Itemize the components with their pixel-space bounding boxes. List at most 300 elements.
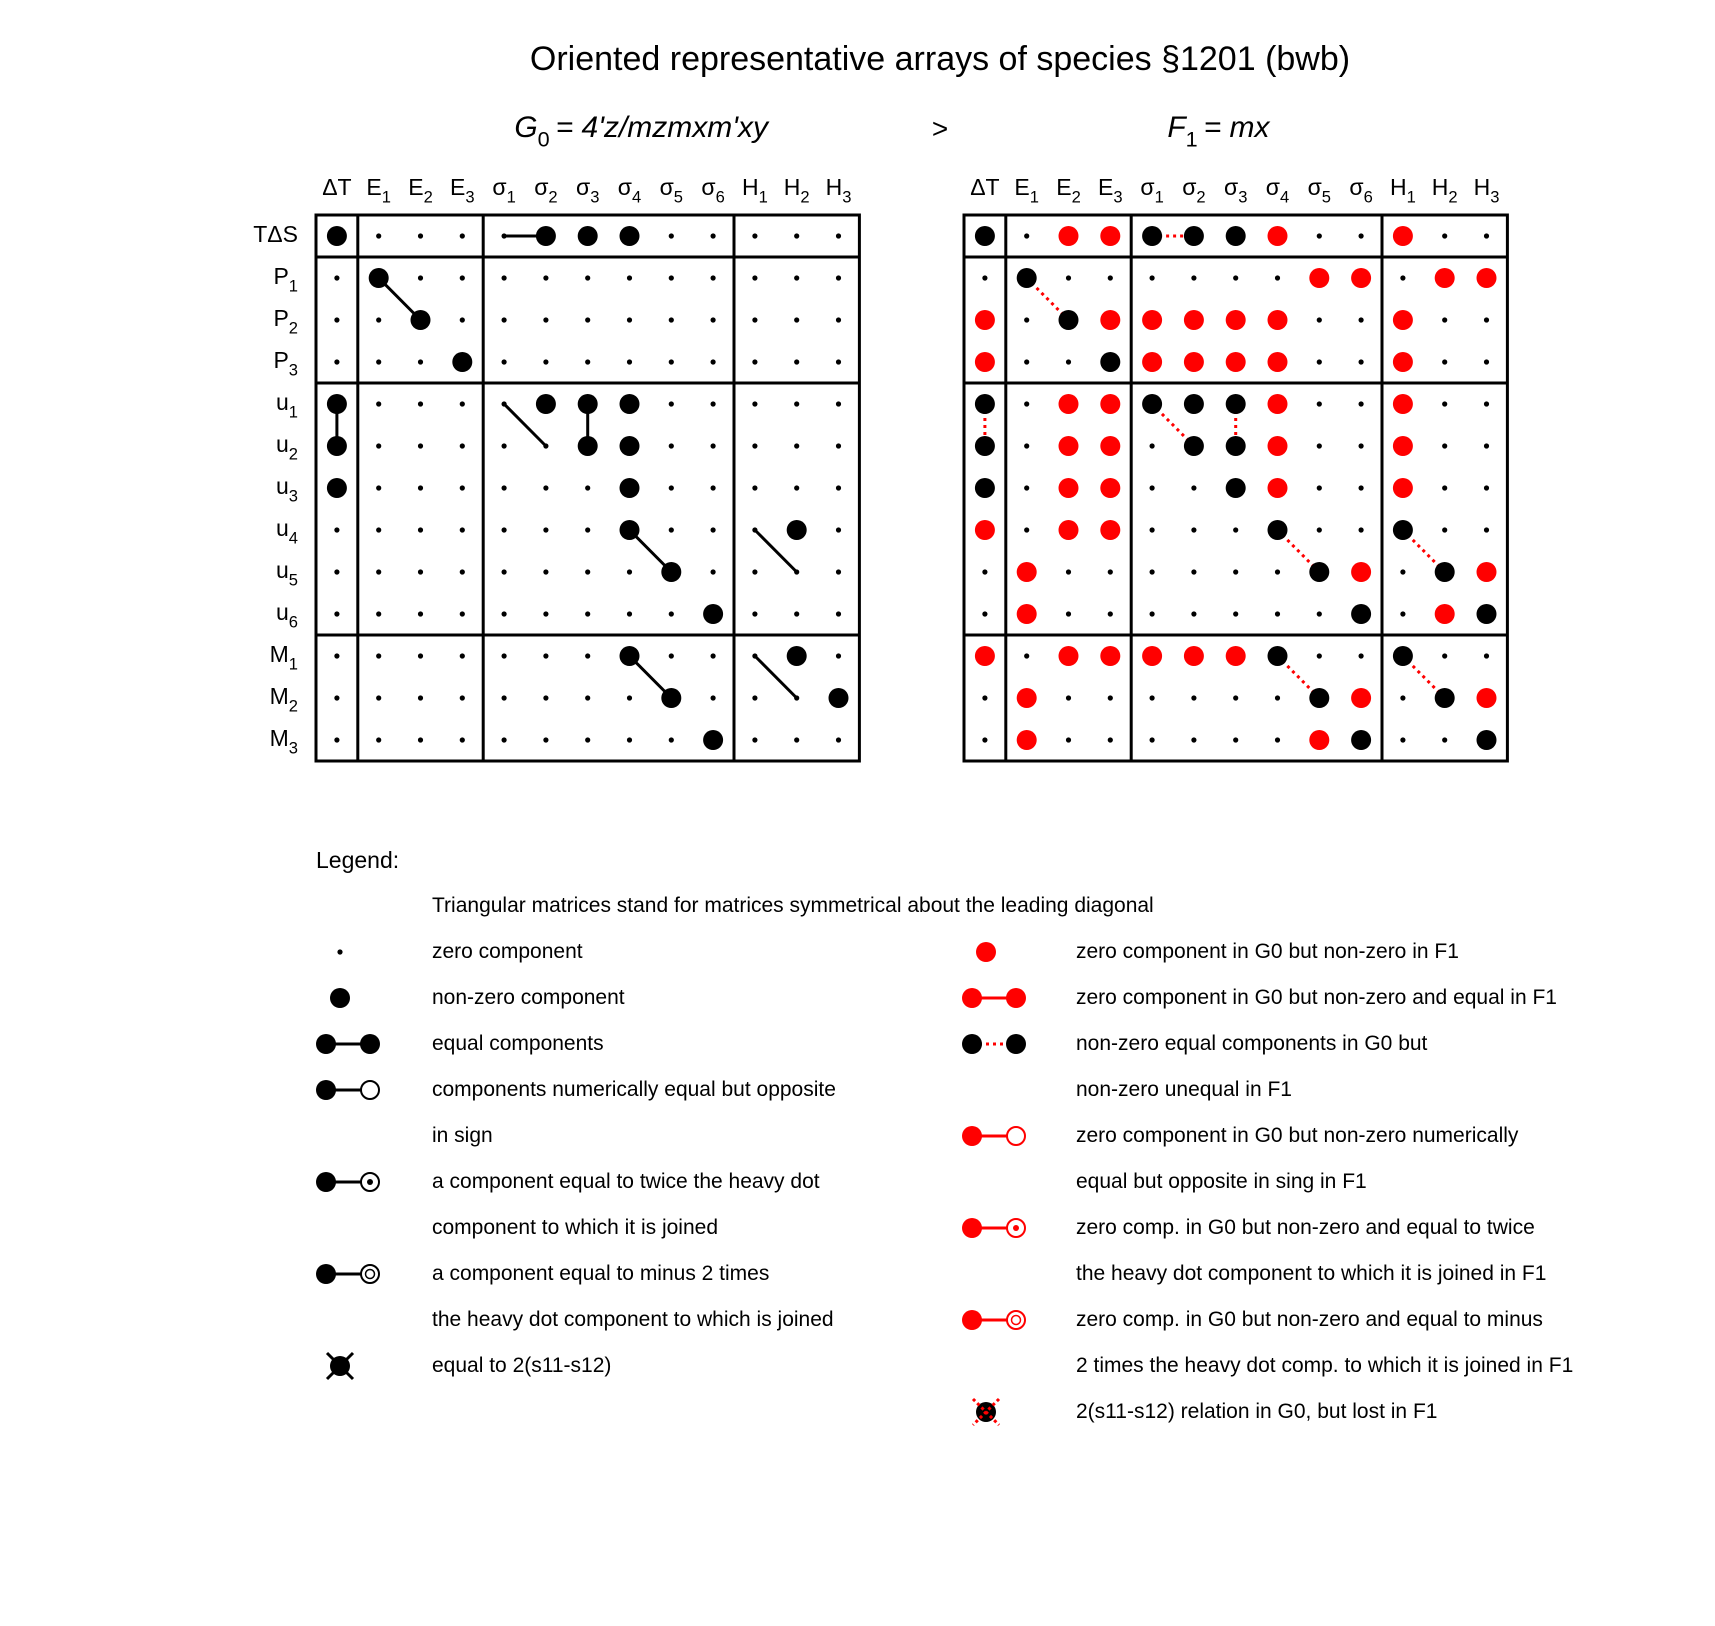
zero-component xyxy=(982,569,987,574)
red-component xyxy=(1100,436,1120,456)
column-header: $E_1$ xyxy=(366,174,391,207)
column-header: $\sigma_6$ xyxy=(701,174,725,207)
zero-component xyxy=(1442,653,1447,658)
column-header: $\sigma_3$ xyxy=(575,174,600,207)
zero-component xyxy=(752,611,757,616)
nonzero-component xyxy=(1184,394,1204,414)
nonzero-component xyxy=(975,478,995,498)
zero-component xyxy=(418,611,423,616)
red-component xyxy=(1142,352,1162,372)
zero-component xyxy=(1359,527,1364,532)
zero-component xyxy=(669,527,674,532)
column-header: $\sigma_4$ xyxy=(1265,174,1290,207)
nonzero-component xyxy=(327,478,347,498)
nonzero-component xyxy=(1435,688,1455,708)
zero-component xyxy=(836,485,841,490)
red-component xyxy=(1017,730,1037,750)
zero-component xyxy=(1400,275,1405,280)
red-component xyxy=(1184,352,1204,372)
zero-component xyxy=(1191,611,1196,616)
red-component xyxy=(1017,604,1037,624)
zero-component xyxy=(794,401,799,406)
zero-component xyxy=(1024,233,1029,238)
zero-component xyxy=(1191,569,1196,574)
zero-component xyxy=(627,569,632,574)
zero-component xyxy=(1400,569,1405,574)
zero-component xyxy=(376,443,381,448)
zero-component xyxy=(1108,611,1113,616)
zero-component xyxy=(418,527,423,532)
nonzero-component xyxy=(1184,436,1204,456)
zero-component xyxy=(1275,275,1280,280)
zero-component xyxy=(376,737,381,742)
zero-component xyxy=(627,317,632,322)
column-header: $E_1$ xyxy=(1014,174,1039,207)
row-header: TΔS xyxy=(253,221,298,247)
zero-component xyxy=(1317,401,1322,406)
nonzero-component xyxy=(1142,394,1162,414)
legend-item-label: 2 times the heavy dot comp. to which it is joined in F1 xyxy=(1076,1354,1574,1377)
zero-component xyxy=(752,527,757,532)
nonzero-component xyxy=(787,520,807,540)
zero-component xyxy=(1150,569,1155,574)
zero-component xyxy=(982,695,987,700)
red-component xyxy=(1393,436,1413,456)
zero-component xyxy=(502,611,507,616)
zero-component xyxy=(1442,359,1447,364)
cross-dot-symbol xyxy=(327,1353,353,1379)
zero-component xyxy=(334,737,339,742)
column-header: $E_3$ xyxy=(1098,174,1123,207)
row-header: $u_5$ xyxy=(276,557,298,590)
pair-open-symbol xyxy=(316,1080,379,1100)
diagram-title: Oriented representative arrays of species §1201 (bwb) xyxy=(529,40,1351,78)
legend-item-label: the heavy dot component to which is joined xyxy=(432,1308,834,1331)
legend-item-label: zero component in G0 but non-zero in F1 xyxy=(1076,940,1459,963)
nonzero-component xyxy=(1226,478,1246,498)
zero-component xyxy=(1484,233,1489,238)
zero-component xyxy=(1484,401,1489,406)
row-header: $P_1$ xyxy=(273,263,298,296)
zero-component xyxy=(711,569,716,574)
red-component xyxy=(1142,646,1162,666)
zero-component xyxy=(752,443,757,448)
zero-component xyxy=(627,359,632,364)
legend-item-label: in sign xyxy=(432,1124,493,1147)
zero-component xyxy=(711,401,716,406)
nonzero-component xyxy=(1226,436,1246,456)
red-component xyxy=(1351,562,1371,582)
nonzero-component xyxy=(703,730,723,750)
zero-component xyxy=(1233,569,1238,574)
zero-component xyxy=(669,233,674,238)
zero-component xyxy=(1442,401,1447,406)
zero-component xyxy=(1275,737,1280,742)
zero-component xyxy=(836,527,841,532)
zero-component xyxy=(460,443,465,448)
zero-component xyxy=(376,317,381,322)
nonzero-component xyxy=(829,688,849,708)
red-component xyxy=(1059,520,1079,540)
zero-component xyxy=(460,737,465,742)
zero-component xyxy=(1191,275,1196,280)
zero-component xyxy=(543,737,548,742)
zero-component xyxy=(794,695,799,700)
zero-component xyxy=(460,695,465,700)
zero-component xyxy=(418,443,423,448)
zero-component xyxy=(502,737,507,742)
nonzero-component xyxy=(1100,352,1120,372)
zero-component xyxy=(1024,653,1029,658)
nonzero-component xyxy=(1017,268,1037,288)
zero-component xyxy=(1150,611,1155,616)
black-pair-dotted-symbol xyxy=(962,1034,1026,1054)
red-component xyxy=(1226,352,1246,372)
zero-component xyxy=(1484,485,1489,490)
red-component xyxy=(1435,268,1455,288)
zero-component xyxy=(585,359,590,364)
zero-component xyxy=(1191,485,1196,490)
zero-component xyxy=(752,653,757,658)
red-component xyxy=(1393,310,1413,330)
legend-note: Triangular matrices stand for matrices symmetrical about the leading diagonal xyxy=(432,894,1154,917)
small-dot-symbol xyxy=(337,949,342,954)
row-header: $P_3$ xyxy=(273,347,298,380)
zero-component xyxy=(836,275,841,280)
red-dot-symbol xyxy=(976,942,996,962)
zero-component xyxy=(502,317,507,322)
red-component xyxy=(1059,394,1079,414)
red-component xyxy=(1351,688,1371,708)
red-component xyxy=(1268,226,1288,246)
nonzero-component xyxy=(1309,688,1329,708)
zero-component xyxy=(502,485,507,490)
nonzero-component xyxy=(327,226,347,246)
zero-component xyxy=(836,653,841,658)
red-component xyxy=(1268,394,1288,414)
zero-component xyxy=(543,653,548,658)
red-component xyxy=(1100,394,1120,414)
zero-component xyxy=(1317,443,1322,448)
zero-component xyxy=(1108,737,1113,742)
zero-component xyxy=(1233,695,1238,700)
zero-component xyxy=(502,527,507,532)
zero-component xyxy=(585,611,590,616)
zero-component xyxy=(1108,569,1113,574)
zero-component xyxy=(585,737,590,742)
zero-component xyxy=(669,653,674,658)
zero-component xyxy=(1442,485,1447,490)
nonzero-component xyxy=(1268,520,1288,540)
zero-component xyxy=(1484,443,1489,448)
zero-component xyxy=(418,695,423,700)
column-header: $\sigma_2$ xyxy=(534,174,558,207)
zero-component xyxy=(752,485,757,490)
zero-component xyxy=(752,569,757,574)
zero-component xyxy=(794,611,799,616)
zero-component xyxy=(627,695,632,700)
legend-item-label: components numerically equal but opposite xyxy=(432,1078,836,1101)
row-header: $u_3$ xyxy=(276,473,298,506)
nonzero-component xyxy=(1477,604,1497,624)
zero-component xyxy=(1442,527,1447,532)
red-component xyxy=(1477,688,1497,708)
nonzero-component xyxy=(620,394,640,414)
matrix-f1 xyxy=(964,111,1507,761)
zero-component xyxy=(334,317,339,322)
zero-component xyxy=(334,275,339,280)
zero-component xyxy=(1359,485,1364,490)
nonzero-component xyxy=(1184,226,1204,246)
legend-item-label: component to which it is joined xyxy=(432,1216,718,1239)
zero-component xyxy=(1066,737,1071,742)
group-formula: = mx xyxy=(1203,111,1270,144)
red-component xyxy=(1309,268,1329,288)
red-component xyxy=(1435,604,1455,624)
zero-component xyxy=(1066,359,1071,364)
zero-component xyxy=(1317,653,1322,658)
legend xyxy=(316,847,1573,1425)
column-header: $H_2$ xyxy=(783,174,810,207)
zero-component xyxy=(627,275,632,280)
zero-component xyxy=(1275,611,1280,616)
zero-component xyxy=(1275,695,1280,700)
zero-component xyxy=(1150,527,1155,532)
zero-component xyxy=(1359,443,1364,448)
nonzero-component xyxy=(1351,730,1371,750)
zero-component xyxy=(711,485,716,490)
zero-component xyxy=(1275,569,1280,574)
red-component xyxy=(1393,352,1413,372)
matrix-g0 xyxy=(253,111,859,761)
zero-component xyxy=(543,359,548,364)
nonzero-component xyxy=(1309,562,1329,582)
zero-component xyxy=(711,527,716,532)
zero-component xyxy=(376,233,381,238)
zero-component xyxy=(982,737,987,742)
zero-component xyxy=(418,233,423,238)
red-component xyxy=(1142,310,1162,330)
legend-heading: Legend: xyxy=(316,847,400,873)
zero-component xyxy=(752,737,757,742)
legend-item-label: the heavy dot component to which it is joined in F1 xyxy=(1076,1262,1547,1285)
column-header: $H_1$ xyxy=(1389,174,1416,207)
column-header: ΔT xyxy=(322,174,352,200)
zero-component xyxy=(502,653,507,658)
zero-component xyxy=(1233,737,1238,742)
nonzero-component xyxy=(1393,520,1413,540)
zero-component xyxy=(669,275,674,280)
red-component xyxy=(1309,730,1329,750)
relation-symbol: > xyxy=(931,113,949,144)
nonzero-component xyxy=(1351,604,1371,624)
zero-component xyxy=(794,485,799,490)
zero-component xyxy=(1400,737,1405,742)
red-component xyxy=(1477,562,1497,582)
zero-component xyxy=(752,233,757,238)
zero-component xyxy=(1066,611,1071,616)
row-header: $u_6$ xyxy=(276,599,298,632)
zero-component xyxy=(585,317,590,322)
zero-component xyxy=(1359,401,1364,406)
row-header: $u_4$ xyxy=(276,515,298,548)
zero-component xyxy=(376,611,381,616)
group-symbol: $G_0$ xyxy=(514,111,550,152)
column-header: $E_2$ xyxy=(1056,174,1081,207)
zero-component xyxy=(836,611,841,616)
red-component xyxy=(1059,436,1079,456)
column-header: $\sigma_4$ xyxy=(617,174,642,207)
row-header: $u_1$ xyxy=(276,389,298,422)
column-header: $\sigma_1$ xyxy=(1140,174,1164,207)
zero-component xyxy=(627,737,632,742)
nonzero-component xyxy=(975,394,995,414)
zero-component xyxy=(418,653,423,658)
column-header: $E_2$ xyxy=(408,174,433,207)
nonzero-component xyxy=(787,646,807,666)
zero-component xyxy=(502,443,507,448)
nonzero-component xyxy=(975,226,995,246)
zero-component xyxy=(460,569,465,574)
legend-item-label: a component equal to minus 2 times xyxy=(432,1262,770,1285)
zero-component xyxy=(982,611,987,616)
nonzero-component xyxy=(327,394,347,414)
zero-component xyxy=(1066,275,1071,280)
column-header: $\sigma_3$ xyxy=(1223,174,1248,207)
zero-component xyxy=(585,485,590,490)
nonzero-component xyxy=(327,436,347,456)
red-component xyxy=(1059,478,1079,498)
red-component xyxy=(1059,646,1079,666)
zero-component xyxy=(1317,317,1322,322)
zero-component xyxy=(752,359,757,364)
zero-component xyxy=(1442,737,1447,742)
zero-component xyxy=(502,401,507,406)
legend-item-label: a component equal to twice the heavy dot xyxy=(432,1170,820,1193)
zero-component xyxy=(711,317,716,322)
nonzero-component xyxy=(1393,646,1413,666)
zero-component xyxy=(585,695,590,700)
nonzero-component xyxy=(975,436,995,456)
zero-component xyxy=(1191,527,1196,532)
zero-component xyxy=(502,275,507,280)
zero-component xyxy=(1400,695,1405,700)
zero-component xyxy=(669,611,674,616)
legend-item-label: non-zero component xyxy=(432,986,625,1009)
zero-component xyxy=(1484,527,1489,532)
legend-item-label: 2(s11-s12) relation in G0, but lost in F1 xyxy=(1076,1400,1438,1423)
zero-component xyxy=(794,737,799,742)
zero-component xyxy=(836,443,841,448)
zero-component xyxy=(1359,233,1364,238)
nonzero-component xyxy=(661,562,681,582)
zero-component xyxy=(1024,527,1029,532)
nonzero-component xyxy=(620,226,640,246)
red-component xyxy=(1100,646,1120,666)
column-header: $H_2$ xyxy=(1431,174,1458,207)
zero-component xyxy=(543,485,548,490)
zero-component xyxy=(334,527,339,532)
red-pair-open-symbol xyxy=(962,1126,1025,1146)
zero-component xyxy=(376,401,381,406)
legend-item-label: zero component in G0 but non-zero numerically xyxy=(1076,1124,1519,1147)
nonzero-component xyxy=(411,310,431,330)
row-header: $P_2$ xyxy=(273,305,298,338)
zero-component xyxy=(585,275,590,280)
red-pair-dot-center-symbol xyxy=(962,1218,1025,1238)
zero-component xyxy=(1442,317,1447,322)
zero-component xyxy=(1024,401,1029,406)
zero-component xyxy=(794,275,799,280)
column-header: $H_1$ xyxy=(741,174,768,207)
zero-component xyxy=(1233,275,1238,280)
zero-component xyxy=(502,569,507,574)
zero-component xyxy=(669,737,674,742)
zero-component xyxy=(1150,737,1155,742)
zero-component xyxy=(1150,275,1155,280)
nonzero-component xyxy=(536,226,556,246)
zero-component xyxy=(502,359,507,364)
zero-component xyxy=(376,527,381,532)
column-header: $\sigma_1$ xyxy=(492,174,516,207)
red-component xyxy=(1184,646,1204,666)
zero-component xyxy=(334,653,339,658)
legend-item-label: zero comp. in G0 but non-zero and equal to twice xyxy=(1076,1216,1535,1239)
red-component xyxy=(1268,310,1288,330)
column-header: $E_3$ xyxy=(450,174,475,207)
zero-component xyxy=(460,233,465,238)
zero-component xyxy=(1400,611,1405,616)
zero-component xyxy=(1484,317,1489,322)
zero-component xyxy=(1108,275,1113,280)
column-header: $\sigma_6$ xyxy=(1349,174,1373,207)
zero-component xyxy=(669,485,674,490)
zero-component xyxy=(460,317,465,322)
zero-component xyxy=(334,359,339,364)
zero-component xyxy=(752,695,757,700)
legend-item-label: zero component in G0 but non-zero and equal in F1 xyxy=(1076,986,1557,1009)
zero-component xyxy=(1150,695,1155,700)
pair-solid-symbol xyxy=(316,1034,380,1054)
zero-component xyxy=(711,233,716,238)
red-component xyxy=(1226,646,1246,666)
zero-component xyxy=(1233,611,1238,616)
red-component xyxy=(1184,310,1204,330)
zero-component xyxy=(502,695,507,700)
nonzero-component xyxy=(369,268,389,288)
zero-component xyxy=(1150,443,1155,448)
zero-component xyxy=(585,653,590,658)
pair-dot-center-symbol xyxy=(316,1172,379,1192)
legend-item-label: equal but opposite in sing in F1 xyxy=(1076,1170,1367,1193)
row-header: $M_1$ xyxy=(269,641,298,674)
legend-item-label: non-zero equal components in G0 but xyxy=(1076,1032,1428,1055)
zero-component xyxy=(794,569,799,574)
zero-component xyxy=(669,401,674,406)
red-component xyxy=(975,646,995,666)
zero-component xyxy=(1024,485,1029,490)
column-header: $H_3$ xyxy=(1473,174,1500,207)
legend-item-label: non-zero unequal in F1 xyxy=(1076,1078,1292,1101)
zero-component xyxy=(502,233,507,238)
zero-component xyxy=(836,233,841,238)
zero-component xyxy=(669,317,674,322)
zero-component xyxy=(460,611,465,616)
zero-component xyxy=(1066,695,1071,700)
zero-component xyxy=(418,401,423,406)
zero-component xyxy=(543,569,548,574)
zero-component xyxy=(585,527,590,532)
